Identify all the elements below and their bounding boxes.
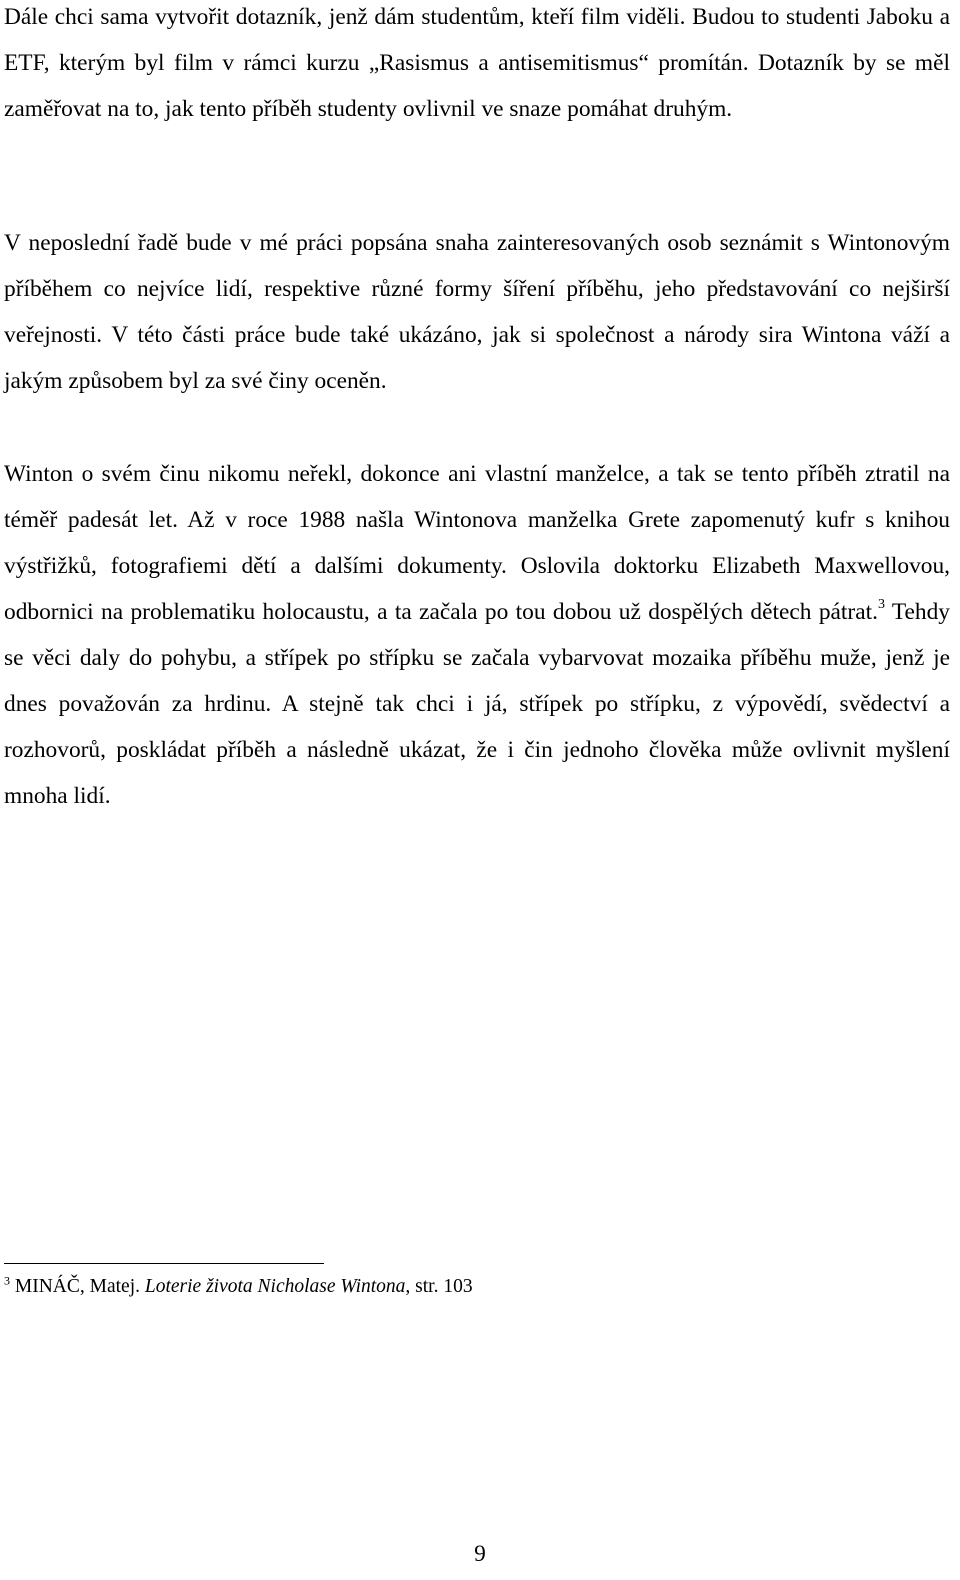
footnote-rest: , str. 103 [405,1276,473,1297]
paragraph-text: Winton o svém činu nikomu neřekl, dokonce ani vlastní manželce, a tak se tento příběh ztratil na téměř padesát let. Až v roce 1988 našla Wintonova manželka Grete zapomenutý kufr s knihou výstřižků, fotografiemi dětí a dalšími dokumenty. Oslovila doktorku Elizabeth Maxwellovou, odbornici na problematiku holocaustu, a ta začala po tou dobou už dospělých dětech pátrat. [4,461,950,625]
footnote-separator [4,1263,324,1264]
footnote-reference[interactable]: 3 [877,597,885,613]
paragraph-text: Tehdy se věci daly do pohybu, a střípek po střípku se začala vybarvovat mozaika příběhu muže, jenž je dnes považován za hrdinu. A stejně tak chci i já, střípek po střípku, z výpovědí, svědectví a rozhovorů, poskládat příběh a následně ukázat, že i čin jednoho člověka může ovlivnit myšlení mnoha lidí. [4,599,951,809]
footnote [4,1272,904,1302]
footnote-author: MINÁČ, Matej. [10,1276,145,1297]
body-paragraph: V neposlední řadě bude v mé práci popsána snaha zainteresovaných osob seznámit s Wintonovým příběhem co nejvíce lidí, respektive různé formy šíření příběhu, jeho představování co nejširší veřejnosti. V této části práce bude také ukázáno, jak si společnost a národy sira Wintona váží a jakým způsobem byl za své činy oceněn. [4,230,950,394]
page-number: 9 [474,1541,486,1567]
body-paragraph [4,451,950,819]
footnote-number: 3 [4,1273,10,1288]
body-paragraph: Dále chci sama vytvořit dotazník, jenž dám studentům, kteří film viděli. Budou to studenti Jaboku a ETF, kterým byl film v rámci kurzu „Rasismus a antisemitismus“ promítán. Dotazník by se měl zaměřovat na to, jak tento příběh studenty ovlivnil ve snaze pomáhat druhým. [4,4,950,122]
footnote-title: Loterie života Nicholase Wintona [144,1276,406,1297]
